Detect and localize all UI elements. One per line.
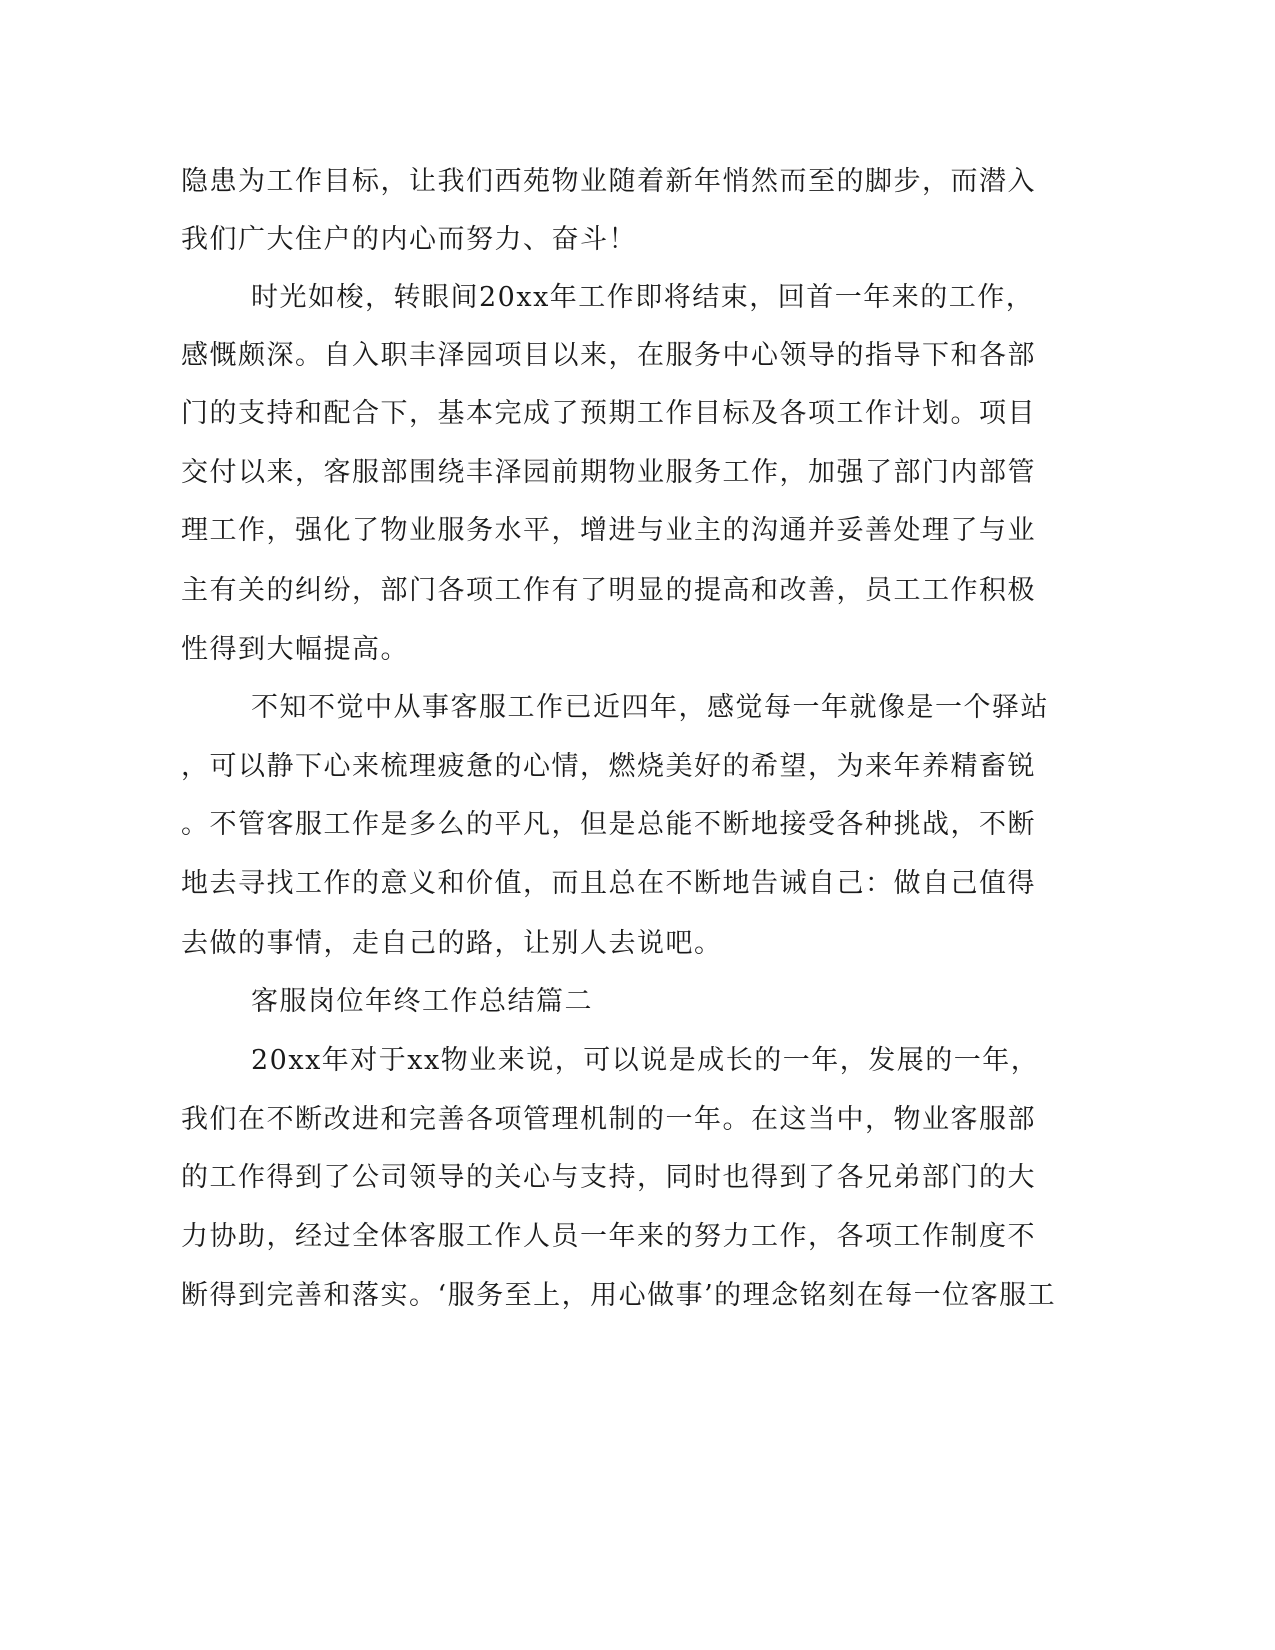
text-line: 隐患为工作目标，让我们西苑物业随着新年悄然而至的脚步，而潜入	[181, 166, 1036, 197]
text-line: 交付以来，客服部围绕丰泽园前期物业服务工作，加强了部门内部管	[181, 457, 1036, 488]
text-line: 感慨颇深。自入职丰泽园项目以来，在服务中心领导的指导下和各部	[181, 340, 1036, 371]
text-line: 门的支持和配合下，基本完成了预期工作目标及各项工作计划。项目	[181, 398, 1036, 429]
text-line: 去做的事情，走自己的路，让别人去说吧。	[181, 928, 723, 959]
text-line: 力协助，经过全体客服工作人员一年来的努力工作，各项工作制度不	[181, 1221, 1036, 1252]
text-line: 地去寻找工作的意义和价值，而且总在不断地告诫自己：做自己值得	[181, 868, 1036, 899]
text-line: 时光如梭，转眼间20xx年工作即将结束，回首一年来的工作，	[251, 282, 1035, 313]
text-line: 性得到大幅提高。	[181, 634, 409, 665]
text-line: 断得到完善和落实。‘服务至上，用心做事’的理念铭刻在每一位客服工	[181, 1280, 1057, 1311]
text-line: 我们在不断改进和完善各项管理机制的一年。在这当中，物业客服部	[181, 1104, 1036, 1135]
text-line: 主有关的纠纷，部门各项工作有了明显的提高和改善，员工工作积极	[181, 575, 1036, 606]
section-heading: 客服岗位年终工作总结篇二	[251, 986, 593, 1017]
text-line: 理工作，强化了物业服务水平，增进与业主的沟通并妥善处理了与业	[181, 515, 1036, 546]
text-line: 我们广大住户的内心而努力、奋斗！	[181, 224, 637, 255]
text-line: 20xx年对于xx物业来说，可以说是成长的一年，发展的一年，	[251, 1045, 1040, 1076]
text-line: ，可以静下心来梳理疲惫的心情，燃烧美好的希望，为来年养精畜锐	[181, 751, 1036, 782]
text-line: 。不管客服工作是多么的平凡，但是总能不断地接受各种挑战，不断	[181, 809, 1036, 840]
text-line: 的工作得到了公司领导的关心与支持，同时也得到了各兄弟部门的大	[181, 1162, 1036, 1193]
text-line: 不知不觉中从事客服工作已近四年，感觉每一年就像是一个驿站	[251, 692, 1049, 723]
